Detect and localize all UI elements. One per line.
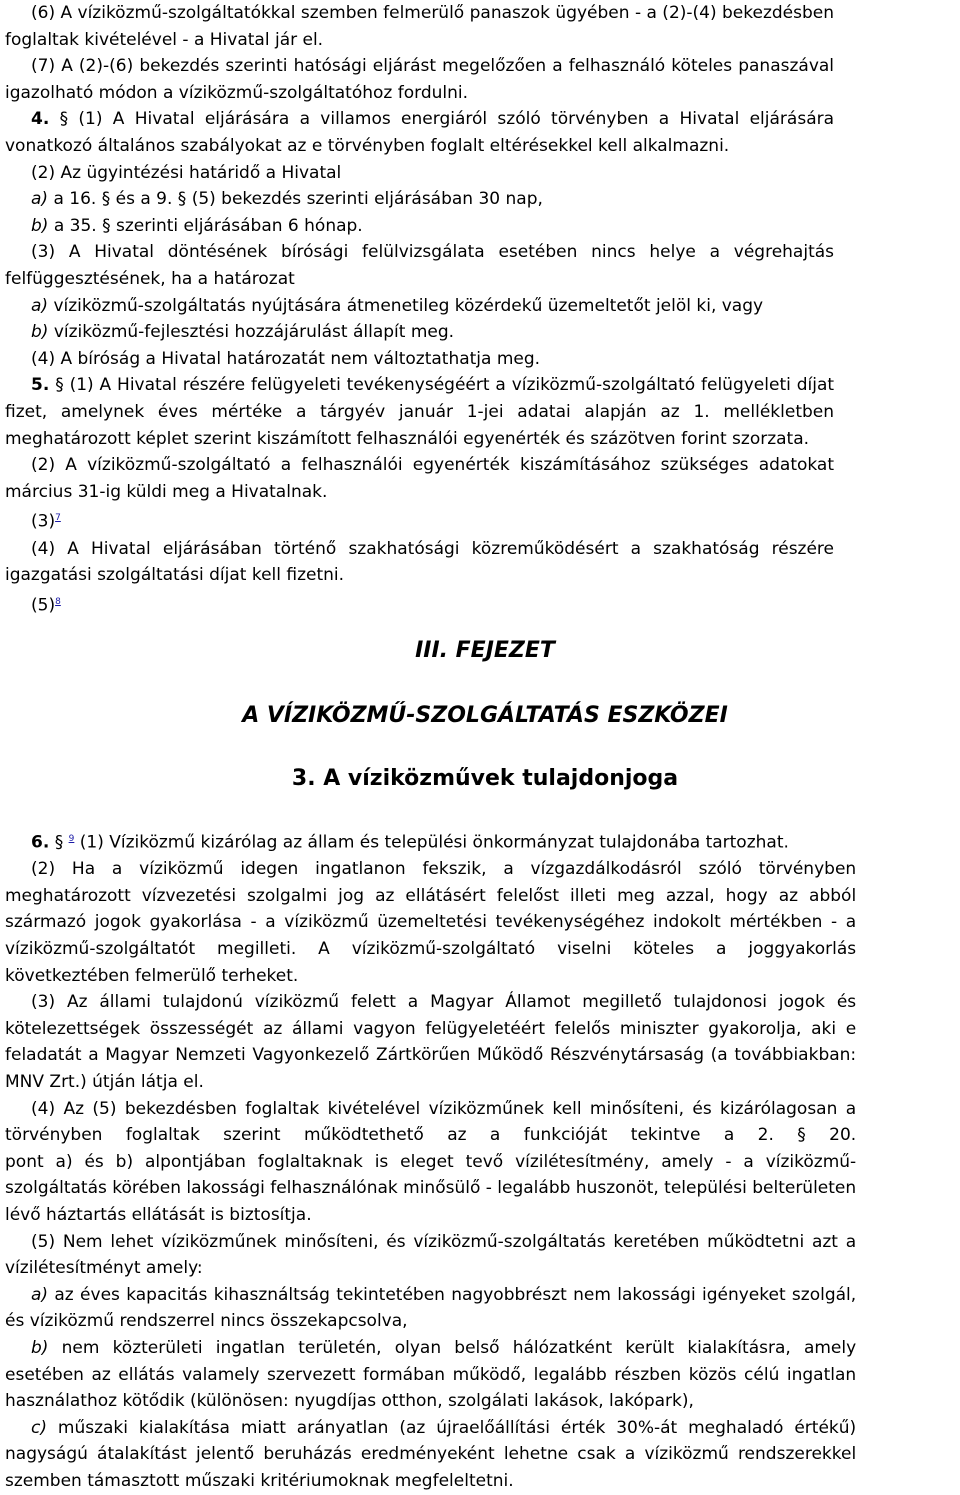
paragraph-line xyxy=(5,1042,856,1069)
paragraph-line xyxy=(5,1202,856,1229)
chapter-heading: III. FEJEZET xyxy=(415,638,555,663)
paragraph-sign: § xyxy=(54,832,64,853)
point-letter: c) xyxy=(31,1417,47,1438)
paragraph-line xyxy=(5,989,856,1016)
text-run: származó jogok gyakorlása - a víziközmű üzemeltetési tevékenységéhez indokolt mértékben - a xyxy=(5,912,857,933)
text-run: törvényben foglaltak szerint működtethető az a funkcióját tekintve a 2. § 20. xyxy=(5,1125,857,1146)
footnote-link[interactable]: 9 xyxy=(68,834,75,844)
paragraph-line xyxy=(5,346,834,373)
lower-text-block xyxy=(5,826,856,1495)
section-number: 4. xyxy=(31,109,50,130)
footnote-link[interactable]: 7 xyxy=(55,513,61,524)
paragraph-sign: § xyxy=(55,375,64,396)
paragraph-line xyxy=(5,1149,856,1176)
paragraph-line xyxy=(5,536,834,563)
paragraph-line xyxy=(5,213,834,240)
section-number: 6. xyxy=(31,832,50,853)
text-run: meghatározott képlet szerint kiszámított felhasználói egyenérték és százötven forint szorzata. xyxy=(5,428,810,449)
point-letter: b) xyxy=(31,215,49,236)
paragraph-line xyxy=(5,1282,856,1309)
paragraph-line xyxy=(5,452,834,479)
paragraph-line xyxy=(5,856,856,883)
paragraph-line xyxy=(5,1308,856,1335)
paragraph-line xyxy=(5,266,834,293)
text-run: (6) A víziközmű-szolgáltatókkal szemben felmerülő panaszok ügyében - a (2)-(4) bekezdésben xyxy=(31,3,835,23)
text-run: és víziközmű rendszerrel nincs összekapcsolva, xyxy=(5,1311,408,1332)
text-run: feladatát a Magyar Nemzeti Vagyonkezelő Zártkörűen Működő Részvénytársaság (a továbbiakban: xyxy=(5,1045,857,1066)
chapter-title: A VÍZIKÖZMŰ-SZOLGÁLTATÁS ESZKÖZEI xyxy=(242,703,728,728)
text-run: felfüggesztésének, ha a határozat xyxy=(5,268,295,289)
paragraph-line xyxy=(5,1255,856,1282)
paragraph-line xyxy=(5,293,834,320)
paragraph-line xyxy=(5,1468,856,1495)
paragraph-line xyxy=(5,479,834,506)
point-letter: b) xyxy=(31,1337,49,1358)
text-run: (5) Nem lehet víziközműnek minősíteni, és víziközmű-szolgáltatás keretében működtetni azt a xyxy=(31,1231,857,1252)
text-run: (1) A Hivatal részére felügyeleti tevékenységéért a víziközmű-szolgáltató felügyeleti díjat xyxy=(69,375,835,396)
text-run: meghatározott vízvezetési szolgalmi jog az ellátásért felelőst illeti meg azzal, hogy az abból xyxy=(5,885,857,906)
paragraph-line xyxy=(5,1175,856,1202)
paragraph-line xyxy=(5,963,856,990)
text-run: esetében az ellátás valamely szervezett formában működő, legalább részben közös célú ingatlan xyxy=(5,1364,857,1385)
paragraph-line xyxy=(5,883,856,910)
text-run: (7) A (2)-(6) bekezdés szerinti hatósági eljárást megelőzően a felhasználó köteles panaszával xyxy=(31,56,835,77)
text-run: (1) Víziközmű kizárólag az állam és települési önkormányzat tulajdonába tartozhat. xyxy=(79,832,789,853)
text-run: nem közterületi ingatlan területén, olyan belső hálózatként került kialakításra, amely xyxy=(61,1337,857,1358)
paragraph-line xyxy=(5,319,834,346)
paragraph-line xyxy=(5,1229,856,1256)
text-run: lévő háztartás ellátását is biztosítja. xyxy=(5,1204,312,1225)
paragraph-line xyxy=(5,1441,856,1468)
text-run: igazgatási szolgáltatási díjat kell fizetni. xyxy=(5,565,345,586)
text-run: a 16. § és a 9. § (5) bekezdés szerinti eljárásában 30 nap, xyxy=(53,189,543,210)
text-run: igazolható módon a víziközmű-szolgáltatóhoz fordulni. xyxy=(5,82,469,103)
text-run: víziközmű-szolgáltatót megilleti. A víziközmű-szolgáltató viselni köteles a joggyakorlás xyxy=(5,939,857,960)
text-run: MNV Zrt.) útján látja el. xyxy=(5,1072,204,1092)
text-run: az éves kapacitás kihasználtság tekintetében nagyobbrészt nem lakossági igényeket szolgál, xyxy=(54,1284,857,1305)
text-run: (3) Az állami tulajdonú víziközmű felett a Magyar Államot megillető tulajdonosi jogok és xyxy=(31,992,857,1013)
paragraph-line xyxy=(5,936,856,963)
paragraph-line xyxy=(5,826,856,856)
paragraph-line xyxy=(5,589,834,619)
paragraph-line xyxy=(5,426,834,453)
text-run: a 35. § szerinti eljárásában 6 hónap. xyxy=(53,215,363,236)
paragraph-line xyxy=(5,1122,856,1149)
text-run: (4) A Hivatal eljárásában történő szakhatósági közreműködésért a szakhatóság részére xyxy=(31,538,835,559)
paragraph-sign: § xyxy=(59,109,69,130)
text-run: (2) Az ügyintézési határidő a Hivatal xyxy=(31,162,342,183)
paragraph-line xyxy=(5,239,834,266)
point-letter: a) xyxy=(31,189,49,210)
text-run: március 31-ig küldi meg a Hivatalnak. xyxy=(5,481,328,502)
text-run: (2) Ha a víziközmű idegen ingatlanon fekszik, a vízgazdálkodásról szóló törvényben xyxy=(31,859,857,880)
text-run: (5) xyxy=(31,595,56,616)
text-run: pont a) és b) alpontjában foglaltaknak is eleget tevő vízilétesítmény, amely - a víziközmű- xyxy=(5,1151,857,1172)
footnote-link[interactable]: 8 xyxy=(55,596,61,607)
text-run: fizet, amelynek éves mértéke a tárgyév január 1-jei adatai alapján az 1. mellékletben xyxy=(5,401,835,422)
text-run: (4) Az (5) bekezdésben foglaltak kivételével víziközműnek kell minősíteni, és kizárólagosan a xyxy=(31,1098,857,1119)
text-run: szolgáltatás körében lakossági felhasználónak minősülő - legalább huszonöt, települési belterületen xyxy=(5,1178,857,1199)
paragraph-line xyxy=(5,1415,856,1442)
text-run: (4) A bíróság a Hivatal határozatát nem változtathatja meg. xyxy=(31,348,541,369)
paragraph-line xyxy=(5,562,834,589)
text-run: nagyságú átalakítást jelentő beruházás eredményeként lehetne csak a víziközmű rendszerekkel xyxy=(5,1444,857,1465)
text-run: (3) xyxy=(31,511,56,532)
text-run: következtében felmerülő terheket. xyxy=(5,965,299,986)
text-run: víziközmű-fejlesztési hozzájárulást állapít meg. xyxy=(53,322,455,343)
paragraph-line xyxy=(5,1388,856,1415)
paragraph-line xyxy=(5,1335,856,1362)
point-letter: a) xyxy=(31,1284,49,1305)
section-number: 5. xyxy=(31,375,50,396)
upper-text-block xyxy=(5,0,834,619)
paragraph-line xyxy=(5,133,834,160)
paragraph-line xyxy=(5,27,834,54)
paragraph-line xyxy=(5,1096,856,1123)
text-run: (3) A Hivatal döntésének bírósági felülvizsgálata esetében nincs helye a végrehajtás xyxy=(31,242,835,263)
text-run: műszaki kialakítása miatt arányatlan (az újraelőállítási érték 30%-át meghaladó értékű) xyxy=(57,1417,857,1438)
text-run: (1) A Hivatal eljárására a villamos energiáról szóló törvényben a Hivatal eljárására xyxy=(78,109,835,130)
text-run: vonatkozó általános szabályokat az e törvényben foglalt eltérésekkel kell alkalmazni. xyxy=(5,135,730,156)
text-run: használathoz kötődik (különösen: nyugdíjas otthon, szolgálati lakások, lakópark), xyxy=(5,1391,694,1412)
text-run: kötelezettségek összességét az állami vagyon felügyeletéért felelős miniszter gyakorolja, aki e xyxy=(5,1018,857,1039)
paragraph-line xyxy=(5,53,834,80)
text-run: szemben támasztott műszaki kritériumoknak megfeleltetni. xyxy=(5,1470,514,1491)
paragraph-line xyxy=(5,909,856,936)
paragraph-line xyxy=(5,505,834,535)
paragraph-line xyxy=(5,1069,856,1096)
text-run: (2) A víziközmű-szolgáltató a felhasználói egyenérték kiszámításához szükséges adatokat xyxy=(31,455,835,476)
point-letter: a) xyxy=(31,295,49,316)
paragraph-line xyxy=(5,186,834,213)
paragraph-line xyxy=(5,372,834,399)
paragraph-line xyxy=(5,1016,856,1043)
point-letter: b) xyxy=(31,322,49,343)
section-title: 3. A víziközművek tulajdonjoga xyxy=(291,766,679,791)
paragraph-line xyxy=(5,160,834,187)
paragraph-line xyxy=(5,0,834,27)
paragraph-line xyxy=(5,1362,856,1389)
text-run: foglaltak kivételével - a Hivatal jár el. xyxy=(5,29,324,50)
text-run: víziközmű-szolgáltatás nyújtására átmenetileg közérdekű üzemeltetőt jelöl ki, vagy xyxy=(53,295,764,316)
paragraph-line xyxy=(5,106,834,133)
text-run: vízilétesítményt amely: xyxy=(5,1258,203,1279)
paragraph-line xyxy=(5,399,834,426)
paragraph-line xyxy=(5,80,834,107)
